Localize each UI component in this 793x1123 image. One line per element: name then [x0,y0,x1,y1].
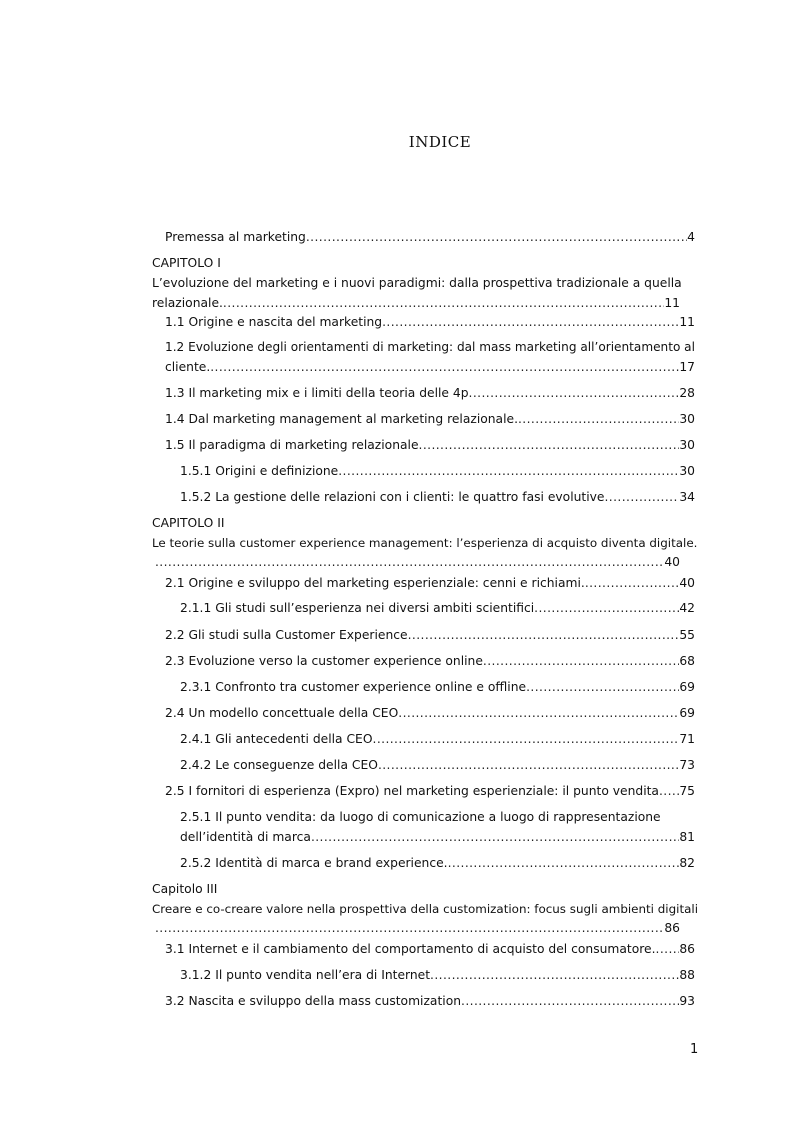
chapter-1-title: L’evoluzione del marketing e i nuovi paradigmi: dalla prospettiva tradizionale a quella [152,276,682,290]
toc-entry-label: 1.3 Il marketing mix e i limiti della teoria delle 4p [165,386,469,400]
toc-entry-label: dell’identità di marca [180,830,311,844]
toc-entry-page: 81 [679,830,695,844]
toc-entry-2-5-1-label: 2.5.1 Il punto vendita: da luogo di comunicazione a luogo di rappresentazione [180,810,661,824]
toc-entry-page: 34 [679,490,695,504]
toc-entry-page: 40 [664,555,680,569]
toc-entry-label: 2.2 Gli studi sulla Customer Experience [165,628,408,642]
toc-entry-page: 68 [679,654,695,668]
toc-entry-label: Premessa al marketing [165,230,306,244]
toc-entry-label: 1.5.1 Origini e definizione [180,464,339,478]
toc-entry-label: 2.5 I fornitori di esperienza (Expro) nel marketing esperienziale: il punto vendita [165,784,659,798]
toc-entry-chapter-1[interactable] [152,295,680,311]
toc-entry-page: 30 [679,464,695,478]
toc-entry-label: 1.1 Origine e nascita del marketing [165,315,383,329]
toc-entry-chapter-2[interactable] [155,554,680,570]
toc-entry-chapter-3[interactable] [155,920,680,936]
toc-entry-page: 73 [679,758,695,772]
chapter-2-heading: CAPITOLO II [152,516,225,530]
toc-entry-label: 2.4.1 Gli antecedenti della CEO [180,732,373,746]
toc-entry-page: 82 [679,856,695,870]
toc-entry-2-1[interactable] [165,575,695,591]
toc-entry-page: 88 [679,968,695,982]
toc-entry-label: 1.5.2 La gestione delle relazioni con i clienti: le quattro fasi evolutive [180,490,605,504]
chapter-3-title: Creare e co-creare valore nella prospettiva della customization: focus sugli ambienti digitali [152,902,699,916]
toc-entry-label: relazionale. [152,296,223,310]
toc-entry-label: 2.3.1 Confronto tra customer experience online e offline [180,680,527,694]
toc-entry-1-2[interactable] [165,359,695,375]
toc-entry-2-5-1[interactable] [180,829,695,845]
page-title: INDICE [408,133,472,151]
toc-entry-2-2[interactable] [165,627,695,643]
toc-entry-label: 2.1.1 Gli studi sull’esperienza nei diversi ambiti scientifici [180,601,535,615]
toc-entry-1-3[interactable] [165,385,695,401]
toc-entry-page: 86 [664,921,680,935]
toc-entry-page: 69 [679,680,695,694]
toc-entry-page: 86 [679,942,695,956]
toc-entry-label: 3.2 Nascita e sviluppo della mass customization [165,994,462,1008]
chapter-2-title: Le teorie sulla customer experience management: l’esperienza di acquisto diventa digitale. [152,536,698,550]
toc-entry-2-5[interactable] [165,783,695,799]
toc-entry-2-5-2[interactable] [180,855,695,871]
toc-entry-label: 2.3 Evoluzione verso la customer experience online [165,654,483,668]
toc-entry-1-4[interactable] [165,411,695,427]
toc-entry-3-1-2[interactable] [180,967,695,983]
toc-entry-label: 2.5.2 Identità di marca e brand experience. [180,856,448,870]
toc-entry-label: 1.5 Il paradigma di marketing relazionale [165,438,419,452]
toc-entry-page: 71 [679,732,695,746]
toc-entry-page: 30 [679,438,695,452]
toc-entry-2-1-1[interactable] [180,600,695,616]
toc-entry-1-5-1[interactable] [180,463,695,479]
toc-entry-label: cliente. [165,360,211,374]
toc-entry-3-1[interactable] [165,941,695,957]
toc-entry-2-4[interactable] [165,705,695,721]
toc-entry-page: 42 [679,601,695,615]
toc-entry-label: 2.4 Un modello concettuale della CEO [165,706,399,720]
toc-entry-label: 3.1 Internet e il cambiamento del comportamento di acquisto del consumatore. [165,942,656,956]
toc-entry-2-3[interactable] [165,653,695,669]
chapter-1-heading: CAPITOLO I [152,256,221,270]
toc-entry-page: 75 [679,784,695,798]
toc-entry-1-5[interactable] [165,437,695,453]
toc-entry-premessa[interactable] [165,229,695,245]
toc-entry-page: 55 [679,628,695,642]
toc-entry-2-4-2[interactable] [180,757,695,773]
toc-entry-label: 2.1 Origine e sviluppo del marketing esperienziale: cenni e richiami. [165,576,585,590]
toc-entry-label: 2.4.2 Le conseguenze della CEO [180,758,378,772]
toc-entry-page: 93 [679,994,695,1008]
toc-entry-page: 28 [679,386,695,400]
toc-entry-1-5-2[interactable] [180,489,695,505]
toc-entry-page: 69 [679,706,695,720]
page-number: 1 [690,1042,699,1057]
toc-entry-label: 3.1.2 Il punto vendita nell’era di Internet [180,968,431,982]
toc-entry-2-4-1[interactable] [180,731,695,747]
toc-entry-page: 40 [679,576,695,590]
toc-entry-page: 11 [679,315,695,329]
toc-entry-1-1[interactable] [165,314,695,330]
toc-entry-page: 30 [679,412,695,426]
toc-entry-2-3-1[interactable] [180,679,695,695]
toc-entry-page: 11 [664,296,680,310]
toc-entry-label: 1.4 Dal marketing management al marketing relazionale. [165,412,518,426]
chapter-3-heading: Capitolo III [152,882,218,896]
toc-entry-page: 17 [679,360,695,374]
toc-entry-3-2[interactable] [165,993,695,1009]
toc-entry-page: 4 [687,230,695,244]
toc-entry-1-2-label: 1.2 Evoluzione degli orientamenti di marketing: dal mass marketing all’orientamento al [165,340,695,354]
